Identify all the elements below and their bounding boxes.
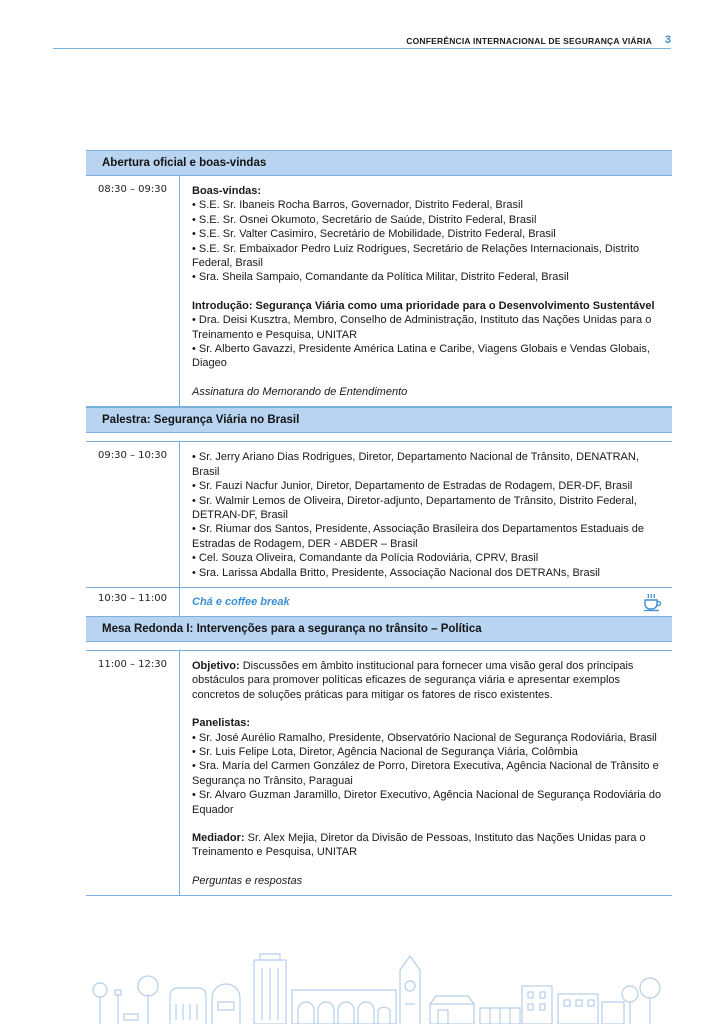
session-content <box>180 651 672 895</box>
memo-note: Assinatura do Memorando de Entendimento <box>192 385 408 398</box>
coffee-cup-icon <box>642 592 662 612</box>
objective-paragraph <box>192 659 664 702</box>
list-item: • Sr. Riumar dos Santos, Presidente, Associação Brasileira dos Departamentos Estaduais de Estradas de Rodagem, DER - ABDER – Brasil <box>192 523 645 550</box>
agenda-row-abertura <box>86 176 672 407</box>
section-heading-abertura: Abertura oficial e boas-vindas <box>86 150 672 176</box>
list-item: • Sr. Alvaro Guzman Jaramillo, Diretor Executivo, Agência Nacional de Segurança Rodoviária do Equador <box>192 789 662 816</box>
list-item: • S.E. Sr. Osnei Okumoto, Secretário de Saúde, Distrito Federal, Brasil <box>192 213 537 226</box>
list-item: • Dra. Deisi Kusztra, Membro, Conselho de Administração, Instituto das Nações Unidas para o Treinamento e Pesquisa, UNITAR <box>192 314 652 341</box>
agenda-row-mesa-redonda <box>86 650 672 896</box>
mediator-paragraph <box>192 831 664 860</box>
page-header <box>0 0 724 50</box>
intro-heading: Introdução: Segurança Viária como uma prioridade para o Desenvolvimento Sustentável <box>192 299 655 312</box>
time-slot: 08:30 – 09:30 <box>86 176 180 406</box>
qa-note: Perguntas e respostas <box>192 874 303 887</box>
list-item: • Sr. Alberto Gavazzi, Presidente América Latina e Caribe, Viagens Globais e Vendas Globais, Diageo <box>192 343 650 370</box>
agenda-row-break <box>86 588 672 617</box>
list-item: • Sr. Luis Felipe Lota, Diretor, Agência Nacional de Segurança Viária, Colômbia <box>192 745 578 758</box>
mediator-text: Sr. Alex Mejia, Diretor da Divisão de Pessoas, Instituto das Nações Unidas para o Treinamento e Pesquisa, UNITAR <box>192 832 646 859</box>
list-item: • Sr. Fauzi Nacfur Junior, Diretor, Departamento de Estradas de Rodagem, DER-DF, Brasil <box>192 480 633 493</box>
list-item: • S.E. Sr. Embaixador Pedro Luiz Rodrigues, Secretário de Relações Internacionais, Distrito Federal, Brasil <box>192 242 640 270</box>
list-item: • S.E. Sr. Ibaneis Rocha Barros, Governador, Distrito Federal, Brasil <box>192 199 523 212</box>
time-slot: 10:30 – 11:00 <box>86 588 180 616</box>
break-content <box>180 588 672 616</box>
header-title: CONFERÊNCIA INTERNACIONAL DE SEGURANÇA VIÁRIA <box>406 36 652 46</box>
list-item: • Sra. María del Carmen González de Porro, Diretora Executiva, Agência Nacional de Trânsito e Segurança no Trânsito, Paraguai <box>192 760 659 787</box>
list-item: • Sr. Jerry Ariano Dias Rodrigues, Diretor, Departamento Nacional de Trânsito, DENATRAN, Brasil <box>192 451 639 478</box>
list-item: • Cel. Souza Oliveira, Comandante da Polícia Rodoviária, CPRV, Brasil <box>192 552 539 565</box>
time-slot: 11:00 – 12:30 <box>86 651 180 895</box>
session-content <box>180 176 672 406</box>
panel-heading: Panelistas: <box>192 717 251 730</box>
list-item: • Sr. Walmir Lemos de Oliveira, Diretor-adjunto, Departamento de Trânsito, Distrito Federal, DETRAN-DF, Brasil <box>192 494 637 521</box>
welcome-heading: Boas-vindas: <box>192 185 262 197</box>
section-heading-palestra: Palestra: Segurança Viária no Brasil <box>86 407 672 433</box>
list-item: • Sr. José Aurélio Ramalho, Presidente, Observatório Nacional de Segurança Rodoviária, Brasil <box>192 731 657 744</box>
list-item: • S.E. Sr. Valter Casimiro, Secretário de Mobilidade, Distrito Federal, Brasil <box>192 228 556 241</box>
time-slot: 09:30 – 10:30 <box>86 442 180 587</box>
page-number: 3 <box>664 34 671 46</box>
agenda-row-palestra <box>86 441 672 588</box>
list-item: • Sra. Sheila Sampaio, Comandante da Política Militar, Distrito Federal, Brasil <box>192 271 569 284</box>
list-item: • Sra. Larissa Abdalla Britto, Presidente, Associação Nacional dos DETRANs, Brasil <box>192 566 600 579</box>
agenda-table <box>86 150 672 896</box>
objective-text: Discussões em âmbito institucional para fornecer uma visão geral dos principais obstáculos para promover políticas eficazes de segurança viária e apresentar exemplos concretos de soluções práticas para mitigar os fatores de risco existentes. <box>192 659 634 701</box>
objective-label: Objetivo: <box>192 659 240 672</box>
city-skyline-illustration <box>0 924 724 1024</box>
session-content <box>180 442 672 587</box>
mediator-label: Mediador: <box>192 832 245 844</box>
break-label: Chá e coffee break <box>192 595 290 608</box>
header-rule <box>53 48 671 49</box>
section-heading-mesa-redonda: Mesa Redonda I: Intervenções para a segurança no trânsito – Política <box>86 617 672 642</box>
